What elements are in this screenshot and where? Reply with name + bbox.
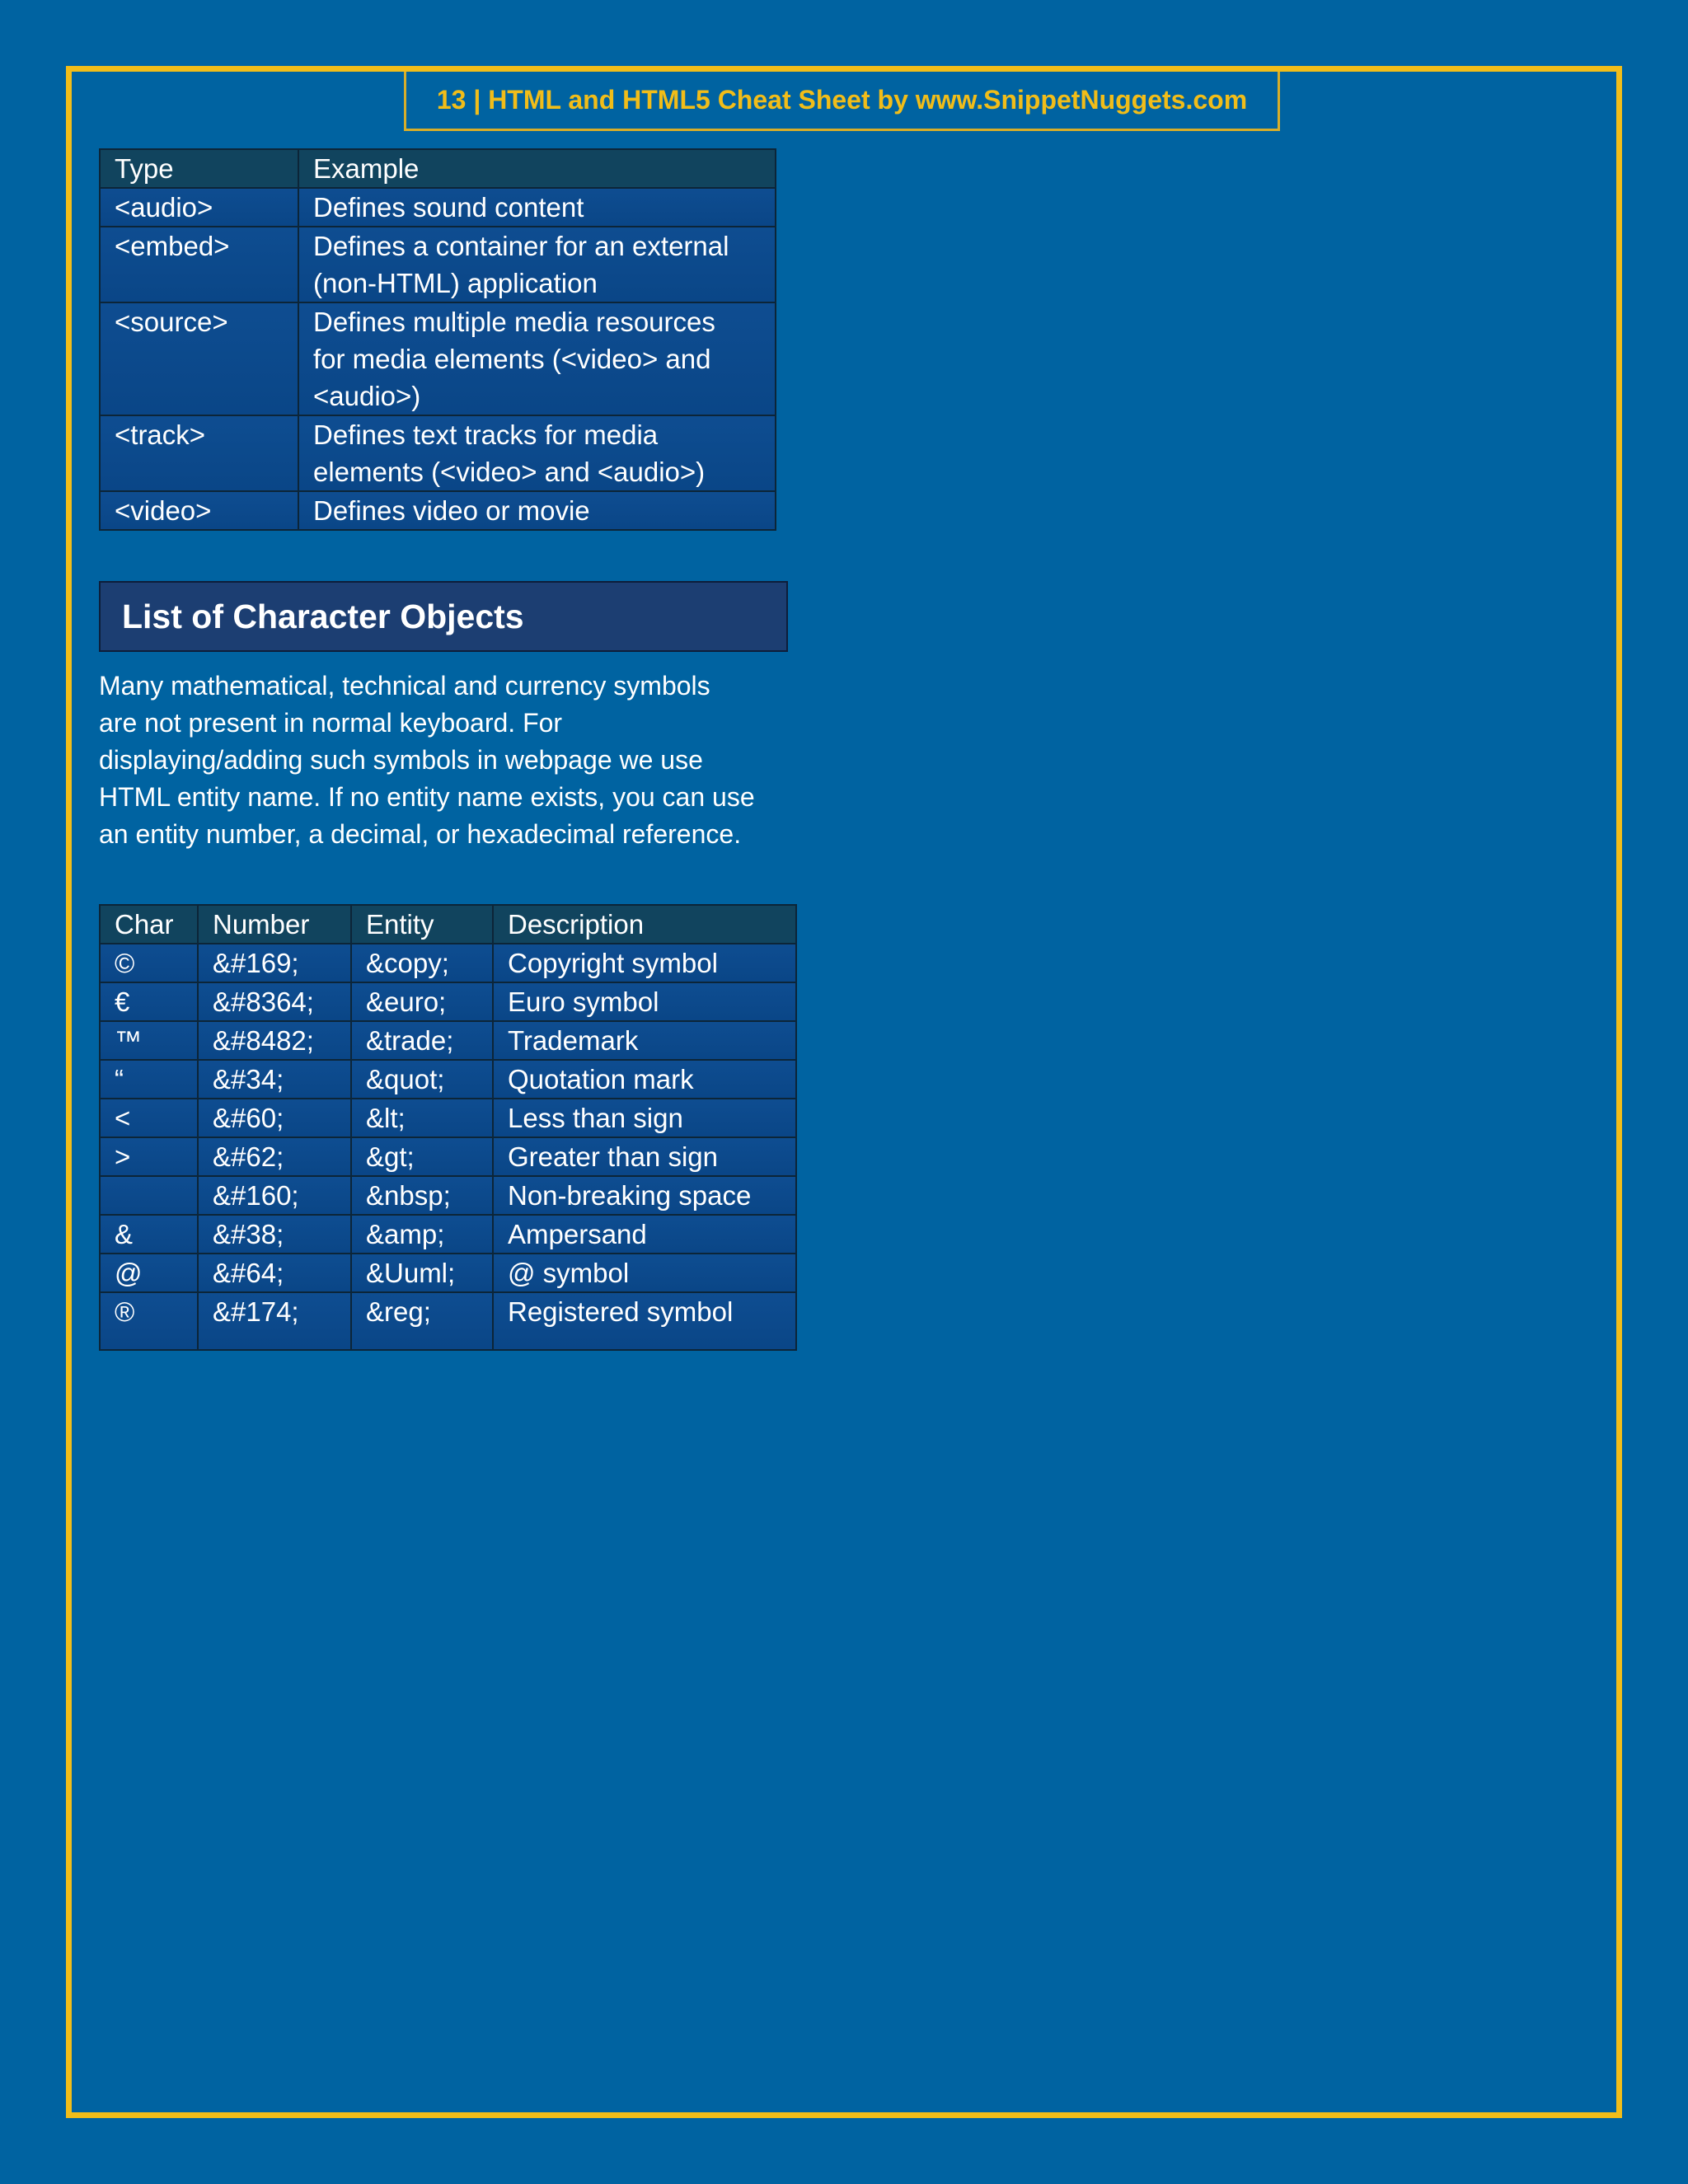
intro-paragraph bbox=[99, 668, 791, 853]
cell-example bbox=[298, 302, 776, 415]
cell-description: @ symbol bbox=[493, 1254, 796, 1292]
cell-number: &#174; bbox=[198, 1292, 351, 1350]
column-header-entity: Entity bbox=[351, 905, 493, 944]
cell-type: <audio> bbox=[100, 188, 298, 227]
cell-type: <video> bbox=[100, 491, 298, 530]
column-header-char: Char bbox=[100, 905, 198, 944]
table-row bbox=[100, 1176, 796, 1215]
cell-example-line: Defines text tracks for media bbox=[313, 419, 659, 450]
page-header: 13 | HTML and HTML5 Cheat Sheet by www.SnippetNuggets.com bbox=[404, 72, 1280, 131]
cell-number: &#60; bbox=[198, 1099, 351, 1137]
paragraph-line: Many mathematical, technical and currency symbols bbox=[99, 671, 710, 701]
character-entities-table bbox=[99, 904, 797, 1351]
table-row bbox=[100, 1060, 796, 1099]
cell-char: © bbox=[100, 944, 198, 982]
paragraph-line: are not present in normal keyboard. For bbox=[99, 708, 563, 738]
cell-entity: &gt; bbox=[351, 1137, 493, 1176]
table-row bbox=[100, 302, 776, 415]
cell-number: &#8364; bbox=[198, 982, 351, 1021]
cell-entity: &copy; bbox=[351, 944, 493, 982]
cell-char: “ bbox=[100, 1060, 198, 1099]
cell-example-line: <audio>) bbox=[313, 381, 421, 411]
cell-char: @ bbox=[100, 1254, 198, 1292]
cell-char: ™ bbox=[100, 1021, 198, 1060]
cell-description: Registered symbol bbox=[493, 1292, 796, 1350]
cell-type: <source> bbox=[100, 302, 298, 415]
cell-example bbox=[298, 415, 776, 491]
cell-description: Non-breaking space bbox=[493, 1176, 796, 1215]
cell-example-line: Defines sound content bbox=[313, 192, 584, 223]
cell-number: &#8482; bbox=[198, 1021, 351, 1060]
cell-type: <track> bbox=[100, 415, 298, 491]
table-row bbox=[100, 1021, 796, 1060]
media-elements-table bbox=[99, 148, 776, 531]
cell-entity: &amp; bbox=[351, 1215, 493, 1254]
cell-example bbox=[298, 188, 776, 227]
cell-number: &#64; bbox=[198, 1254, 351, 1292]
paragraph-line: displaying/adding such symbols in webpage we use bbox=[99, 745, 703, 775]
cell-example-line: for media elements (<video> and bbox=[313, 344, 711, 374]
table-row bbox=[100, 415, 776, 491]
section-heading: List of Character Objects bbox=[99, 581, 788, 652]
column-header-number: Number bbox=[198, 905, 351, 944]
table-row bbox=[100, 1254, 796, 1292]
cell-entity: &Uuml; bbox=[351, 1254, 493, 1292]
table-row bbox=[100, 944, 796, 982]
cell-example-line: elements (<video> and <audio>) bbox=[313, 457, 706, 487]
table-row bbox=[100, 982, 796, 1021]
cell-char: & bbox=[100, 1215, 198, 1254]
cell-number: &#62; bbox=[198, 1137, 351, 1176]
cell-entity: &reg; bbox=[351, 1292, 493, 1350]
table-row bbox=[100, 1137, 796, 1176]
table-row bbox=[100, 227, 776, 302]
column-header-example: Example bbox=[298, 149, 776, 188]
cell-char: > bbox=[100, 1137, 198, 1176]
cell-number: &#38; bbox=[198, 1215, 351, 1254]
cell-char bbox=[100, 1176, 198, 1215]
cell-number: &#169; bbox=[198, 944, 351, 982]
cell-char: < bbox=[100, 1099, 198, 1137]
cell-type: <embed> bbox=[100, 227, 298, 302]
table-row bbox=[100, 1215, 796, 1254]
cell-char: € bbox=[100, 982, 198, 1021]
cell-description: Quotation mark bbox=[493, 1060, 796, 1099]
table-header-row bbox=[100, 905, 796, 944]
paragraph-line: HTML entity name. If no entity name exists, you can use bbox=[99, 782, 755, 812]
cell-description: Greater than sign bbox=[493, 1137, 796, 1176]
paragraph-line: an entity number, a decimal, or hexadecimal reference. bbox=[99, 819, 742, 849]
cell-entity: &lt; bbox=[351, 1099, 493, 1137]
cell-number: &#34; bbox=[198, 1060, 351, 1099]
cell-entity: &euro; bbox=[351, 982, 493, 1021]
cell-example-line: Defines video or movie bbox=[313, 495, 590, 526]
cell-example-line: Defines a container for an external bbox=[313, 231, 729, 261]
cell-char: ® bbox=[100, 1292, 198, 1350]
table-row bbox=[100, 188, 776, 227]
column-header-type: Type bbox=[100, 149, 298, 188]
table-row bbox=[100, 1292, 796, 1350]
cell-example-line: (non-HTML) application bbox=[313, 268, 598, 298]
cell-example-line: Defines multiple media resources bbox=[313, 307, 715, 337]
cell-number: &#160; bbox=[198, 1176, 351, 1215]
cell-entity: &quot; bbox=[351, 1060, 493, 1099]
cell-description: Less than sign bbox=[493, 1099, 796, 1137]
column-header-description: Description bbox=[493, 905, 796, 944]
cell-example bbox=[298, 227, 776, 302]
table-row bbox=[100, 1099, 796, 1137]
cell-example bbox=[298, 491, 776, 530]
table-row bbox=[100, 491, 776, 530]
cell-entity: &trade; bbox=[351, 1021, 493, 1060]
cell-description: Trademark bbox=[493, 1021, 796, 1060]
cell-description: Copyright symbol bbox=[493, 944, 796, 982]
cell-description: Ampersand bbox=[493, 1215, 796, 1254]
table-header-row bbox=[100, 149, 776, 188]
cell-entity: &nbsp; bbox=[351, 1176, 493, 1215]
cell-description: Euro symbol bbox=[493, 982, 796, 1021]
